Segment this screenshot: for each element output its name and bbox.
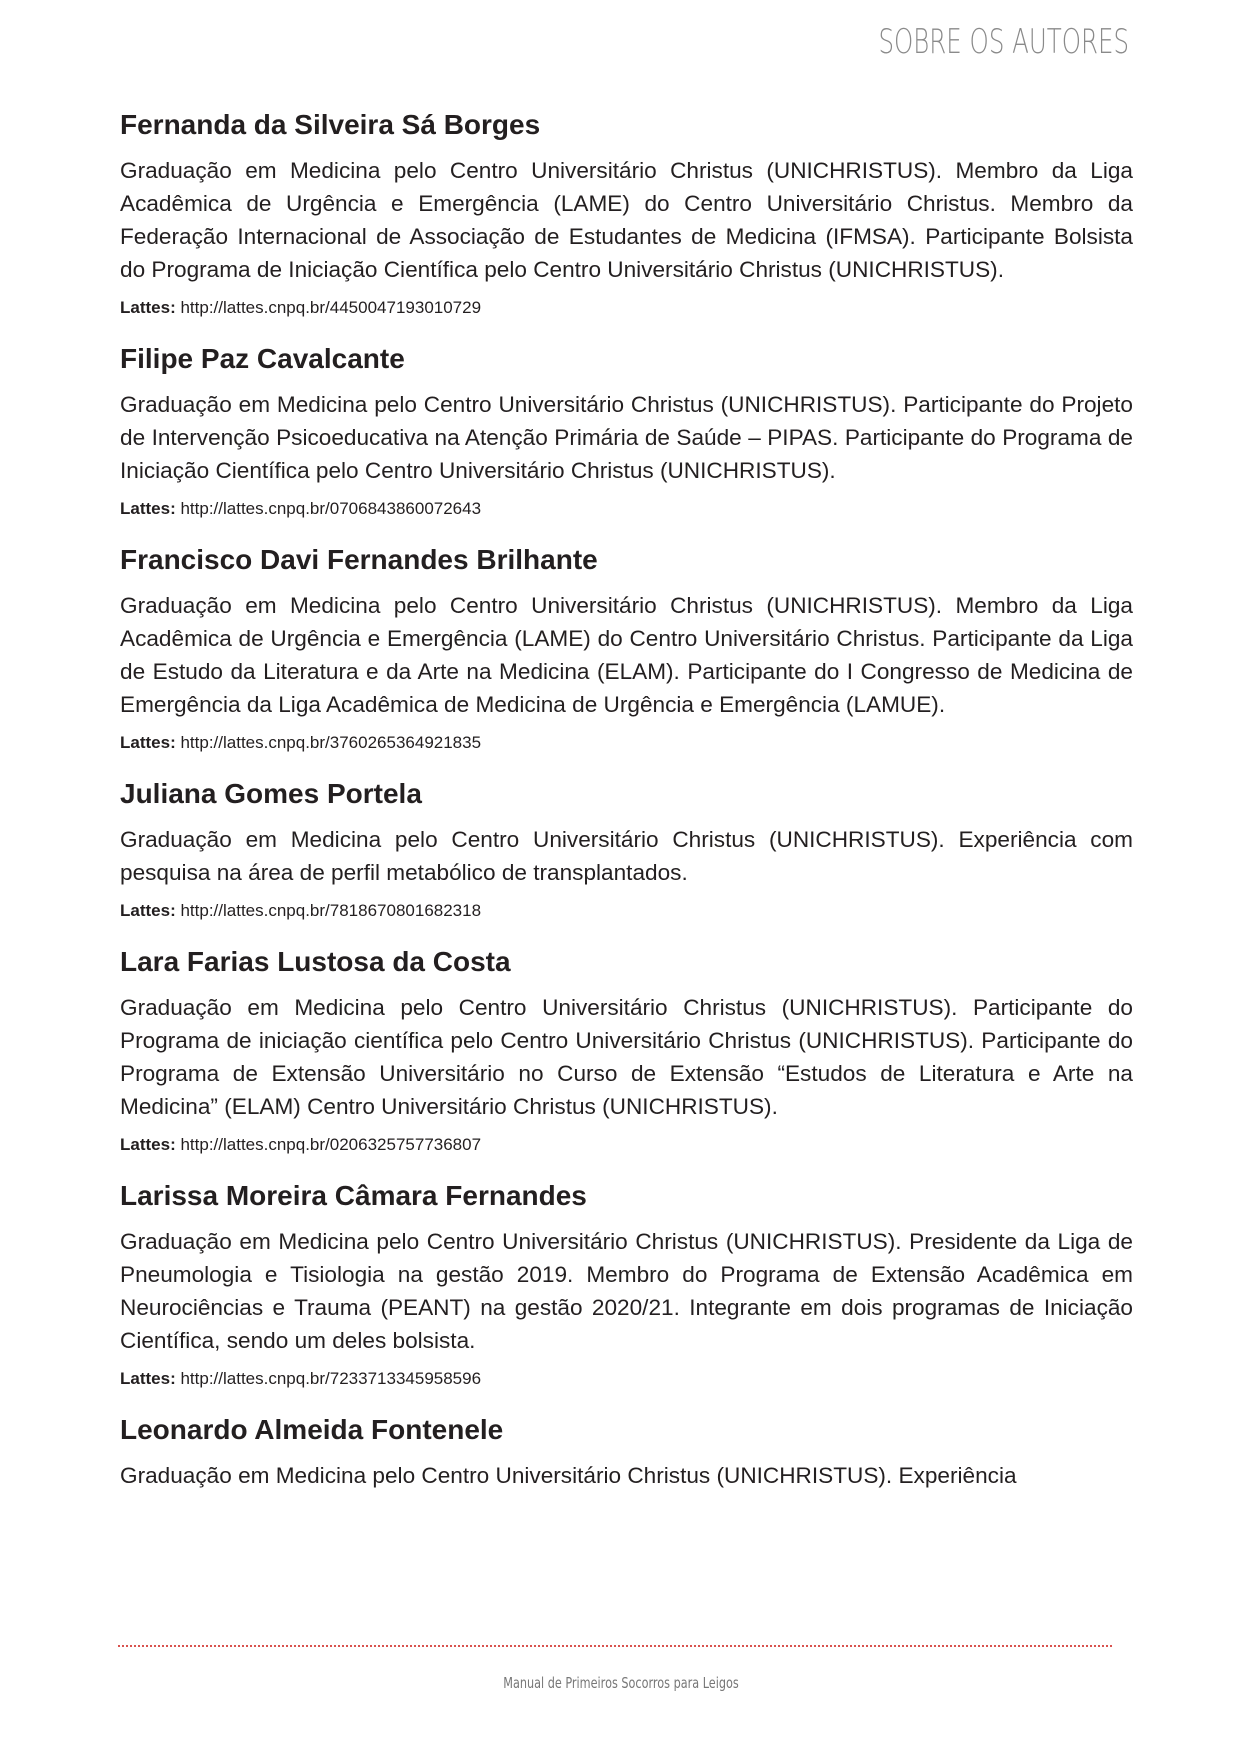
lattes-line bbox=[120, 1367, 1133, 1391]
author-bio: Graduação em Medicina pelo Centro Universitário Christus (UNICHRISTUS). Participante do Projeto de Intervenção Psicoeducativa na Atenção Primária de Saúde – PIPAS. Participante do Programa de Iniciação Científica pelo Centro Universitário Christus (UNICHRISTUS). bbox=[120, 392, 1133, 483]
author-name: Juliana Gomes Portela bbox=[120, 778, 422, 809]
lattes-label: Lattes: bbox=[120, 733, 176, 752]
author-entry bbox=[120, 108, 1133, 320]
lattes-label: Lattes: bbox=[120, 499, 176, 518]
lattes-line bbox=[120, 1133, 1133, 1157]
author-bio: Graduação em Medicina pelo Centro Universitário Christus (UNICHRISTUS). Membro da Liga Acadêmica de Urgência e Emergência (LAME) do Centro Universitário Christus. Membro da Federação Internacional de Associação de Estudantes de Medicina (IFMSA). Participante Bolsista do Programa de Iniciação Científica pelo Centro Universitário Christus (UNICHRISTUS). bbox=[120, 158, 1133, 282]
author-bio: Graduação em Medicina pelo Centro Universitário Christus (UNICHRISTUS). Experiência com pesquisa na área de perfil metabólico de transplantados. bbox=[120, 827, 1133, 885]
footer-divider bbox=[118, 1645, 1112, 1647]
author-name: Lara Farias Lustosa da Costa bbox=[120, 946, 511, 977]
authors-list bbox=[120, 108, 1133, 1514]
footer-text: Manual de Primeiros Socorros para Leigos bbox=[502, 1674, 739, 1692]
author-bio: Graduação em Medicina pelo Centro Universitário Christus (UNICHRISTUS). Participante do Programa de iniciação científica pelo Centro Universitário Christus (UNICHRISTUS). Participante do Programa de Extensão Universitário no Curso de Extensão “Estudos de Literatura e Arte na Medicina” (ELAM) Centro Universitário Christus (UNICHRISTUS). bbox=[120, 995, 1133, 1119]
author-entry bbox=[120, 1413, 1133, 1492]
lattes-label: Lattes: bbox=[120, 1135, 176, 1154]
author-name: Francisco Davi Fernandes Brilhante bbox=[120, 544, 598, 575]
lattes-line bbox=[120, 296, 1133, 320]
author-entry bbox=[120, 342, 1133, 521]
footer-title bbox=[0, 1674, 1241, 1692]
author-entry bbox=[120, 945, 1133, 1157]
lattes-line bbox=[120, 731, 1133, 755]
author-name: Fernanda da Silveira Sá Borges bbox=[120, 109, 541, 140]
lattes-link[interactable]: http://lattes.cnpq.br/7818670801682318 bbox=[180, 901, 482, 920]
author-entry bbox=[120, 777, 1133, 923]
author-bio: Graduação em Medicina pelo Centro Universitário Christus (UNICHRISTUS). Membro da Liga Acadêmica de Urgência e Emergência (LAME) do Centro Universitário Christus. Participante da Liga de Estudo da Literatura e da Arte na Medicina (ELAM). Participante do I Congresso de Medicina de Emergência da Liga Acadêmica de Medicina de Urgência e Emergência (LAMUE). bbox=[120, 593, 1133, 717]
lattes-link[interactable]: http://lattes.cnpq.br/0206325757736807 bbox=[180, 1135, 482, 1154]
lattes-line bbox=[120, 899, 1133, 923]
lattes-label: Lattes: bbox=[120, 298, 176, 317]
lattes-label: Lattes: bbox=[120, 901, 176, 920]
lattes-link[interactable]: http://lattes.cnpq.br/4450047193010729 bbox=[180, 298, 482, 317]
author-name: Filipe Paz Cavalcante bbox=[120, 343, 405, 374]
lattes-line bbox=[120, 497, 1133, 521]
author-bio: Graduação em Medicina pelo Centro Universitário Christus (UNICHRISTUS). Experiência bbox=[120, 1463, 1017, 1488]
author-bio: Graduação em Medicina pelo Centro Universitário Christus (UNICHRISTUS). Presidente da Liga de Pneumologia e Tisiologia na gestão 2019. Membro do Programa de Extensão Acadêmica em Neurociências e Trauma (PEANT) na gestão 2020/21. Integrante em dois programas de Iniciação Científica, sendo um deles bolsista. bbox=[120, 1229, 1133, 1353]
section-title: SOBRE OS AUTORES bbox=[878, 22, 1129, 62]
lattes-link[interactable]: http://lattes.cnpq.br/3760265364921835 bbox=[180, 733, 482, 752]
author-entry bbox=[120, 543, 1133, 755]
author-name: Leonardo Almeida Fontenele bbox=[120, 1414, 504, 1445]
lattes-link[interactable]: http://lattes.cnpq.br/0706843860072643 bbox=[180, 499, 482, 518]
author-name: Larissa Moreira Câmara Fernandes bbox=[120, 1180, 587, 1211]
author-entry bbox=[120, 1179, 1133, 1391]
lattes-link[interactable]: http://lattes.cnpq.br/7233713345958596 bbox=[180, 1369, 482, 1388]
lattes-label: Lattes: bbox=[120, 1369, 176, 1388]
